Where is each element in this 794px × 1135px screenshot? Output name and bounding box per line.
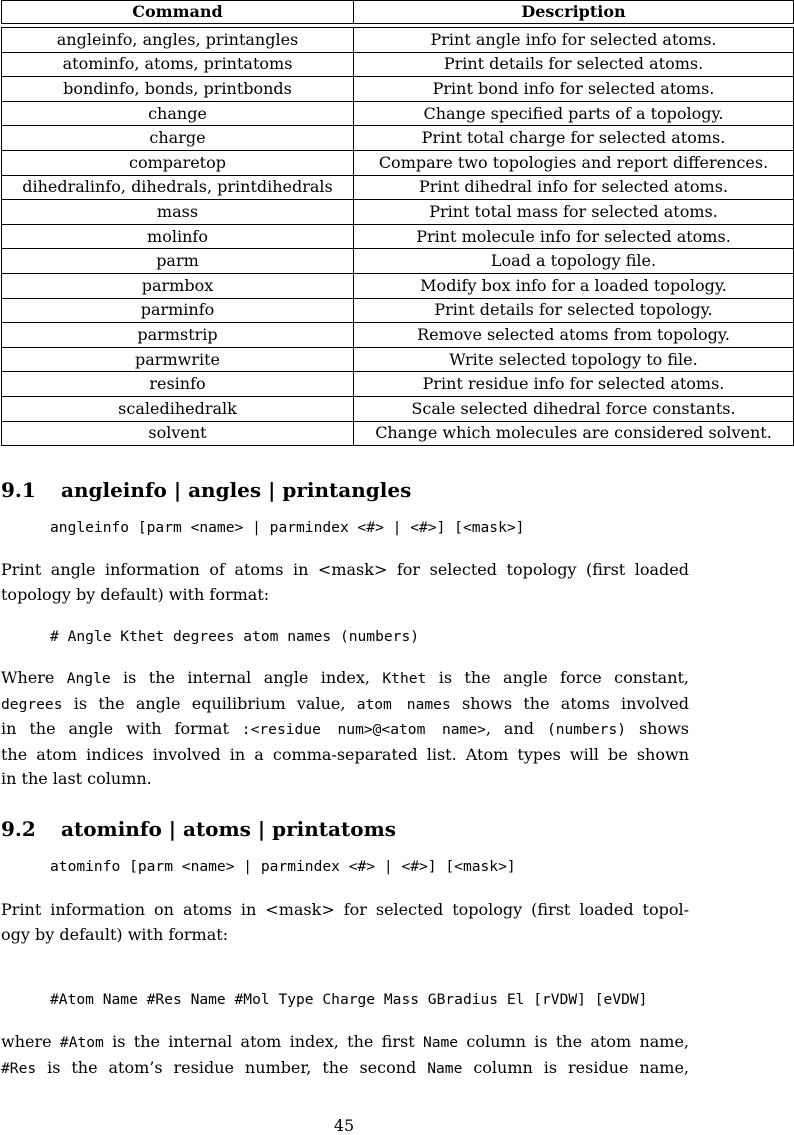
table-row <box>2 249 794 274</box>
description-cell: Load a topology file. <box>354 249 794 274</box>
description-cell: Print details for selected atoms. <box>354 52 794 77</box>
page-number: 45 <box>333 1116 355 1135</box>
table-row <box>2 175 794 200</box>
section-title: atominfo | atoms | printatoms <box>61 817 396 841</box>
description-cell: Print bond info for selected atoms. <box>354 77 794 102</box>
table-row <box>2 200 794 225</box>
description-cell: Compare two topologies and report differences. <box>354 150 794 175</box>
command-cell: resinfo <box>2 372 354 397</box>
command-cell: parmstrip <box>2 323 354 348</box>
command-cell: scaledihedralk <box>2 396 354 421</box>
table-row <box>2 77 794 102</box>
column-header-description: Description <box>354 1 794 24</box>
table-row <box>2 224 794 249</box>
command-cell: parm <box>2 249 354 274</box>
description-cell: Remove selected atoms from topology. <box>354 323 794 348</box>
syntax-atominfo: atominfo [parm <name> | parmindex <#> | <#>] [<mask>] <box>50 858 516 875</box>
command-cell: solvent <box>2 421 354 446</box>
description-cell: Change which molecules are considered solvent. <box>354 421 794 446</box>
table-row <box>2 101 794 126</box>
description-cell: Print total mass for selected atoms. <box>354 200 794 225</box>
section-heading-angleinfo <box>1 478 411 502</box>
command-cell: parminfo <box>2 298 354 323</box>
paragraph-atominfo-description: where #Atom is the internal atom index, the first Name column is the atom name, #Res is the atom’s residue number, the second Name column is residue name, <box>1 1032 690 1077</box>
description-cell: Print total charge for selected atoms. <box>354 126 794 151</box>
command-cell: angleinfo, angles, printangles <box>2 28 354 53</box>
command-cell: molinfo <box>2 224 354 249</box>
table-row <box>2 52 794 77</box>
table-header-row <box>2 1 794 24</box>
command-cell: parmbox <box>2 273 354 298</box>
paragraph-angleinfo-intro: Print angle information of atoms in <mask> for selected topology (first loaded topology by default) with format: <box>1 560 689 604</box>
description-cell: Print dihedral info for selected atoms. <box>354 175 794 200</box>
command-table <box>1 0 794 446</box>
description-cell: Scale selected dihedral force constants. <box>354 396 794 421</box>
table-row <box>2 298 794 323</box>
column-header-command: Command <box>2 1 354 24</box>
section-heading-atominfo <box>1 817 396 841</box>
table-row <box>2 126 794 151</box>
paragraph-angleinfo-description: Where Angle is the internal angle index, Kthet is the angle force constant, degrees is the angle equilibrium value, atom names shows the atoms involved in the angle with format :<residue num>@<atom name>, and (numbers) shows the atom indices involved in a comma-separated list. Atom types will be shown in the last column. <box>1 668 690 788</box>
table-row <box>2 273 794 298</box>
command-cell: dihedralinfo, dihedrals, printdihedrals <box>2 175 354 200</box>
description-cell: Modify box info for a loaded topology. <box>354 273 794 298</box>
table-row <box>2 347 794 372</box>
table-row <box>2 28 794 53</box>
description-cell: Print molecule info for selected atoms. <box>354 224 794 249</box>
paragraph-atominfo-intro: Print information on atoms in <mask> for selected topology (first loaded topol- ogy by default) with format: <box>1 900 689 944</box>
command-cell: change <box>2 101 354 126</box>
description-cell: Print residue info for selected atoms. <box>354 372 794 397</box>
format-atominfo: #Atom Name #Res Name #Mol Type Charge Mass GBradius El [rVDW] [eVDW] <box>50 991 648 1008</box>
command-cell: parmwrite <box>2 347 354 372</box>
command-cell: bondinfo, bonds, printbonds <box>2 77 354 102</box>
command-cell: mass <box>2 200 354 225</box>
syntax-angleinfo: angleinfo [parm <name> | parmindex <#> | <#>] [<mask>] <box>50 519 525 536</box>
table-row <box>2 421 794 446</box>
table-row <box>2 372 794 397</box>
format-angleinfo: # Angle Kthet degrees atom names (numbers) <box>50 628 420 645</box>
description-cell: Write selected topology to file. <box>354 347 794 372</box>
command-cell: charge <box>2 126 354 151</box>
description-cell: Change specified parts of a topology. <box>354 101 794 126</box>
section-number: 9.2 <box>1 817 36 841</box>
table-row <box>2 150 794 175</box>
description-cell: Print angle info for selected atoms. <box>354 28 794 53</box>
section-title: angleinfo | angles | printangles <box>61 478 412 502</box>
section-number: 9.1 <box>1 478 36 502</box>
description-cell: Print details for selected topology. <box>354 298 794 323</box>
table-row <box>2 396 794 421</box>
command-cell: comparetop <box>2 150 354 175</box>
table-row <box>2 323 794 348</box>
command-cell: atominfo, atoms, printatoms <box>2 52 354 77</box>
